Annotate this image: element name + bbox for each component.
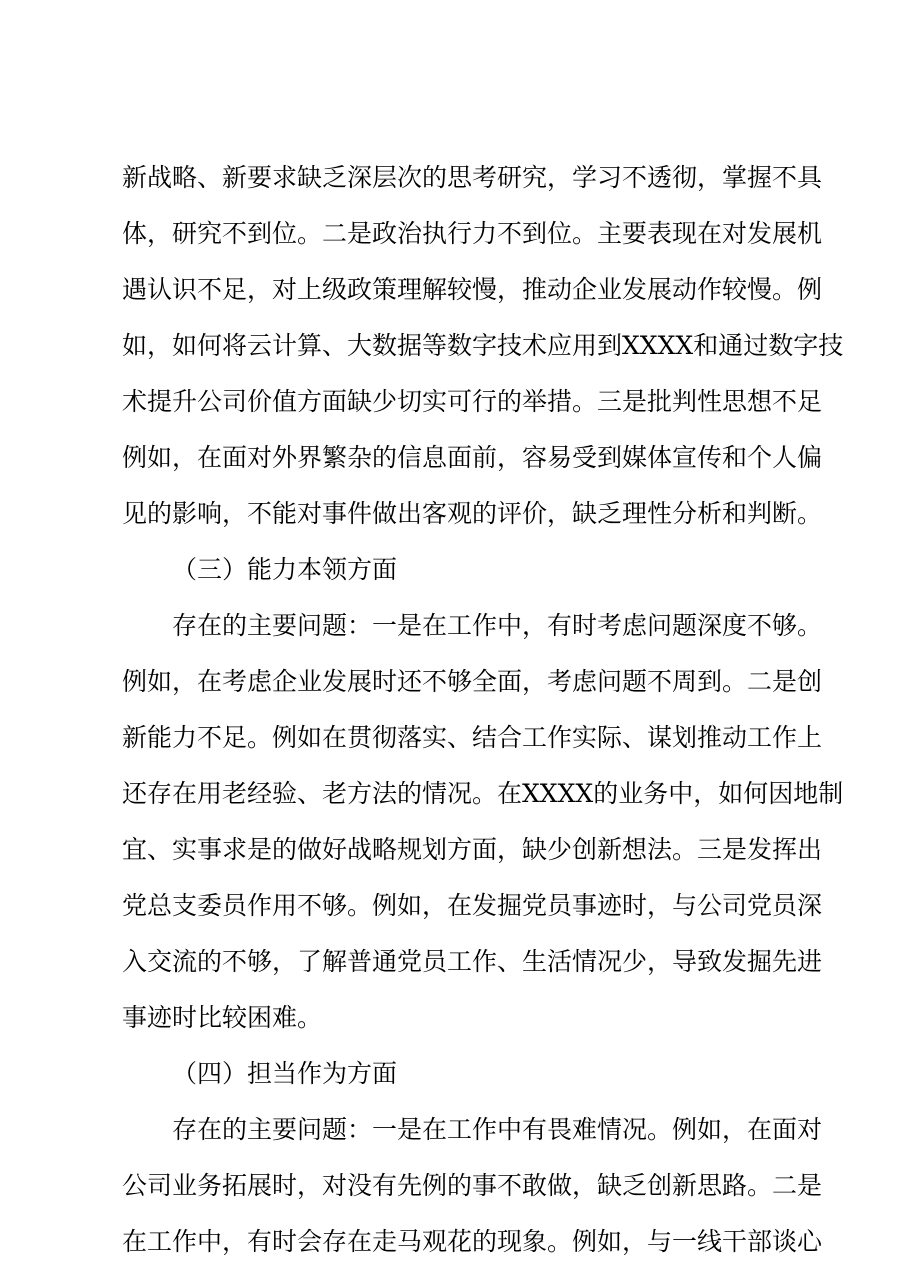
section-heading: （三）能力本领方面: [172, 555, 398, 584]
paragraph-line: 在工作中，有时会存在走马观花的现象。例如，与一线干部谈心: [122, 1227, 823, 1256]
paragraph-line: 体，研究不到位。二是政治执行力不到位。主要表现在对发展机: [122, 219, 823, 248]
paragraph-line: 入交流的不够，了解普通党员工作、生活情况少，导致发掘先进: [122, 947, 823, 976]
paragraph-line: 例如，在考虑企业发展时还不够全面，考虑问题不周到。二是创: [122, 667, 823, 696]
paragraph-line: 新战略、新要求缺乏深层次的思考研究，学习不透彻，掌握不具: [122, 163, 823, 192]
paragraph-line: 遇认识不足，对上级政策理解较慢，推动企业发展动作较慢。例: [122, 275, 823, 304]
paragraph-line: 见的影响，不能对事件做出客观的评价，缺乏理性分析和判断。: [122, 499, 823, 528]
paragraph-line: 事迹时比较困难。: [122, 1003, 323, 1032]
section-heading: （四）担当作为方面: [172, 1059, 398, 1088]
paragraph-line: 党总支委员作用不够。例如，在发掘党员事迹时，与公司党员深: [122, 891, 823, 920]
paragraph-line: 术提升公司价值方面缺少切实可行的举措。三是批判性思想不足: [122, 387, 823, 416]
paragraph-line: 还存在用老经验、老方法的情况。在XXXX的业务中，如何因地制: [122, 779, 844, 808]
paragraph-line: 如，如何将云计算、大数据等数字技术应用到XXXX和通过数字技: [122, 331, 844, 360]
paragraph-line: 存在的主要问题：一是在工作中有畏难情况。例如，在面对: [172, 1115, 823, 1144]
paragraph-line: 宜、实事求是的做好战略规划方面，缺少创新想法。三是发挥出: [122, 835, 823, 864]
paragraph-line: 公司业务拓展时，对没有先例的事不敢做，缺乏创新思路。二是: [122, 1171, 823, 1200]
paragraph-line: 存在的主要问题：一是在工作中，有时考虑问题深度不够。: [172, 611, 823, 640]
paragraph-line: 新能力不足。例如在贯彻落实、结合工作实际、谋划推动工作上: [122, 723, 823, 752]
paragraph-line: 例如，在面对外界繁杂的信息面前，容易受到媒体宣传和个人偏: [122, 443, 823, 472]
